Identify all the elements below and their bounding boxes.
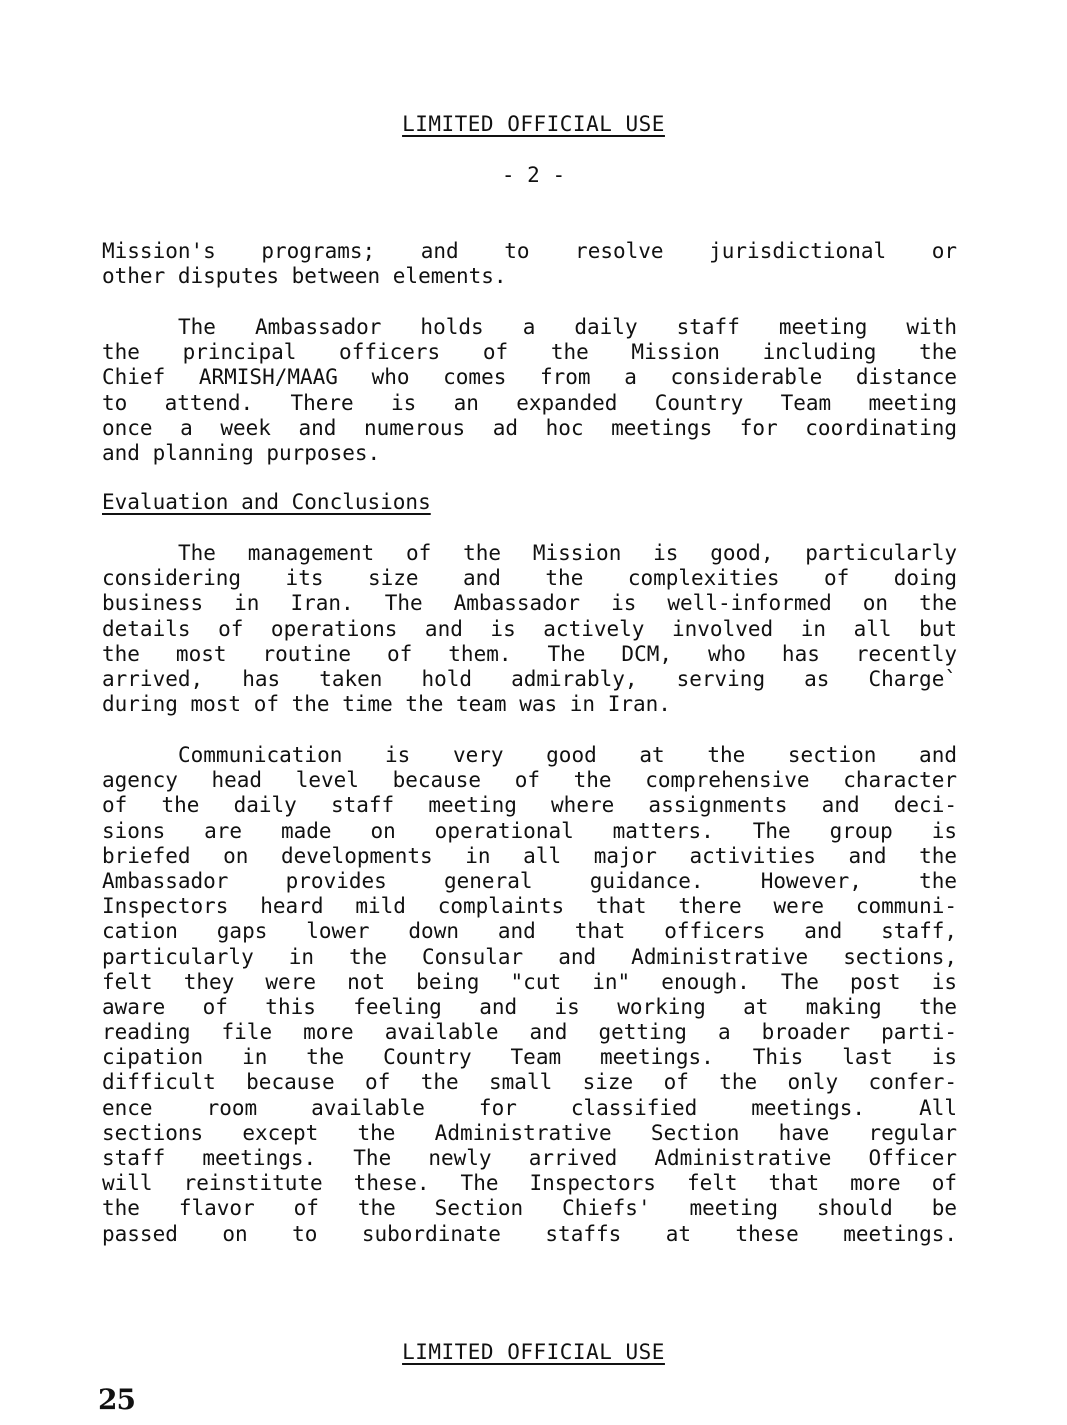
paragraph-line: difficult because of the small size of the only confer- xyxy=(102,1070,957,1095)
paragraph-line: felt they were not being "cut in" enough. The post is xyxy=(102,969,957,994)
paragraph-line: cipation in the Country Team meetings. This last is xyxy=(102,1045,957,1070)
paragraph-line: other disputes between elements. xyxy=(102,264,507,289)
paragraph-staff-meetings xyxy=(102,315,957,466)
paragraph-line: arrived, has taken hold admirably, serving as Charge` xyxy=(102,666,957,691)
paragraph-line: reading file more available and getting a broader parti- xyxy=(102,1020,957,1045)
paragraph-line: passed on to subordinate staffs at these meetings. xyxy=(102,1221,957,1246)
paragraph-line: once a week and numerous ad hoc meetings for coordinating xyxy=(102,415,957,440)
paragraph-line: The Ambassador holds a daily staff meeting with xyxy=(178,315,957,339)
paragraph-line: aware of this feeling and is working at making the xyxy=(102,994,957,1019)
folio-number: 25 xyxy=(98,1383,135,1416)
paragraph-line: sions are made on operational matters. The group is xyxy=(102,818,957,843)
classification-footer xyxy=(0,1340,1067,1364)
paragraph-line: the flavor of the Section Chiefs' meeting should be xyxy=(102,1196,957,1221)
paragraph-line: considering its size and the complexities of doing xyxy=(102,566,957,591)
paragraph-line: Chief ARMISH/MAAG who comes from a considerable distance xyxy=(102,365,957,390)
classification-header xyxy=(0,112,1067,136)
paragraph-line: the principal officers of the Mission including the xyxy=(102,340,957,365)
paragraph-line: agency head level because of the comprehensive character xyxy=(102,768,957,793)
paragraph-line: will reinstitute these. The Inspectors felt that more of xyxy=(102,1171,957,1196)
paragraph-line: of the daily staff meeting where assignments and deci- xyxy=(102,793,957,818)
classification-header-text: LIMITED OFFICIAL USE xyxy=(402,112,665,136)
paragraph-line: ence room available for classified meetings. All xyxy=(102,1095,957,1120)
paragraph-line: and planning purposes. xyxy=(102,440,381,465)
paragraph-line: staff meetings. The newly arrived Administrative Officer xyxy=(102,1146,957,1170)
paragraph-line: particularly in the Consular and Administrative sections, xyxy=(102,944,957,969)
paragraph-management xyxy=(102,541,957,717)
paragraph-continuation xyxy=(102,239,957,289)
paragraph-communication xyxy=(102,743,957,1247)
page-number: - 2 - xyxy=(501,163,566,187)
paragraph-line: Communication is very good at the section and xyxy=(178,743,957,767)
paragraph-line: to attend. There is an expanded Country Team meeting xyxy=(102,390,957,415)
paragraph-line: the most routine of them. The DCM, who has recently xyxy=(102,641,957,666)
paragraph-line: business in Iran. The Ambassador is well-informed on the xyxy=(102,591,957,616)
paragraph-line: The management of the Mission is good, particularly xyxy=(178,541,957,565)
paragraph-line: details of operations and is actively involved in all but xyxy=(102,616,957,641)
paragraph-line: Mission's programs; and to resolve jurisdictional or xyxy=(102,239,957,263)
paragraph-line: Ambassador provides general guidance. However, the xyxy=(102,868,957,893)
paragraph-line: cation gaps lower down and that officers and staff, xyxy=(102,919,957,944)
paragraph-line: sections except the Administrative Section have regular xyxy=(102,1120,957,1145)
paragraph-line: during most of the time the team was in Iran. xyxy=(102,692,671,717)
paragraph-line: briefed on developments in all major activities and the xyxy=(102,843,957,868)
classification-footer-text: LIMITED OFFICIAL USE xyxy=(402,1340,665,1364)
paragraph-line: Inspectors heard mild complaints that there were communi- xyxy=(102,894,957,919)
section-heading: Evaluation and Conclusions xyxy=(102,490,431,514)
